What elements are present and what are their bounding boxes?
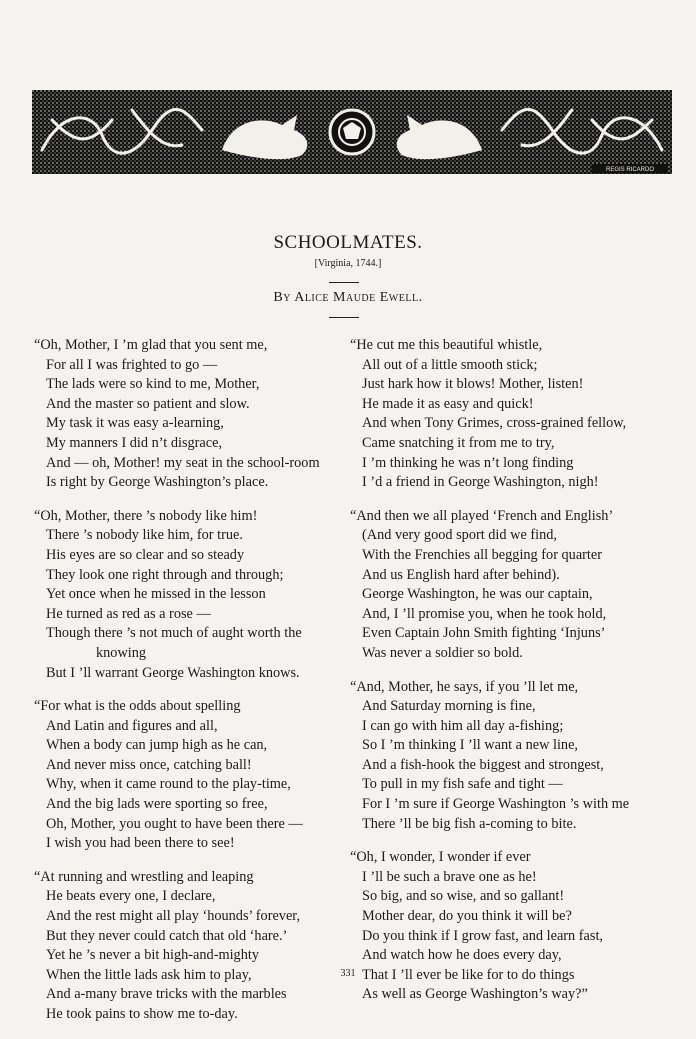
poem-line: Yet once when he missed in the lesson (46, 586, 266, 603)
poem-line: Mother dear, do you think it will be? (362, 908, 572, 925)
poem-line: I ’ll be such a brave one as he! (362, 868, 537, 885)
poem-line: And watch how he does every day, (362, 947, 562, 964)
poem-line: But I ’ll warrant George Washington knows. (46, 664, 300, 681)
illustrator-signature: REGIS RICARDO (605, 167, 655, 173)
poem-line: Do you think if I grow fast, and learn fast, (362, 927, 604, 944)
page-number: 331 (340, 968, 356, 979)
poem-line: And us English hard after behind). (362, 566, 560, 583)
poem-line: With the Frenchies all begging for quarter (362, 546, 603, 563)
poem-line: Why, when it came round to the play-time, (46, 776, 291, 793)
right-column (350, 336, 666, 1019)
poem-line: “And then we all played ‘French and English’ (350, 507, 614, 524)
poem-line: And, I ’ll promise you, when he took hold, (362, 605, 607, 622)
poem-line: When the little lads ask him to play, (46, 966, 252, 983)
poem-line: And Latin and figures and all, (46, 717, 218, 734)
poem-line: All out of a little smooth stick; (362, 356, 538, 373)
stanza (350, 848, 666, 1005)
poem-line: But they never could catch that old ‘hare.’ (46, 927, 288, 944)
poem-line: “For what is the odds about spelling (34, 698, 241, 715)
stanza (350, 678, 666, 835)
poem-line: George Washington, he was our captain, (362, 586, 593, 603)
poem-line: And never miss once, catching ball! (46, 756, 252, 773)
poem-line: I can go with him all day a-fishing; (362, 717, 564, 734)
poem-line: I ’d a friend in George Washington, nigh! (362, 474, 599, 491)
poem-line: Was never a soldier so bold. (362, 644, 523, 661)
poem-line: To pull in my fish safe and tight — (362, 776, 563, 793)
poem-line: And the rest might all play ‘hounds’ forever, (46, 908, 301, 925)
poem-line: “Oh, Mother, I ’m glad that you sent me, (34, 337, 268, 353)
poem-author: By Alice Maude Ewell. (273, 290, 423, 305)
poem-line: I ’m thinking he was n’t long finding (362, 454, 574, 471)
poem-line: He beats every one, I declare, (46, 888, 216, 905)
poem-subtitle: [Virginia, 1744.] (314, 258, 382, 269)
poem-line: For I ’m sure if George Washington ’s with me (362, 796, 630, 813)
poem-line: He took pains to show me to-day. (46, 1006, 238, 1022)
poem-line: (And very good sport did we find, (362, 527, 557, 544)
left-column (34, 336, 346, 1039)
poem-line: And a-many brave tricks with the marbles (46, 986, 287, 1003)
poem-line: knowing (96, 644, 147, 661)
poem-line: And the master so patient and slow. (46, 395, 250, 412)
title-divider (329, 282, 359, 283)
poem-line: My task it was easy a-learning, (46, 415, 224, 432)
poem-line: For all I was frighted to go — (46, 356, 218, 373)
poem-line: My manners I did n’t disgrace, (46, 434, 223, 451)
poem-line: So I ’m thinking I ’ll want a new line, (362, 737, 579, 754)
poem-line: Just hark how it blows! Mother, listen! (362, 376, 584, 393)
poem-line: And the big lads were sporting so free, (46, 796, 268, 813)
poem-line: Yet he ’s never a bit high-and-mighty (46, 947, 259, 964)
poem-line: The lads were so kind to me, Mother, (46, 376, 260, 393)
stanza (34, 868, 346, 1025)
poem-line: He made it as easy and quick! (362, 395, 534, 412)
poem-line: That I ’ll ever be like for to do things (362, 966, 575, 983)
poem-line: And Saturday morning is fine, (362, 698, 536, 715)
poem-line: “And, Mother, he says, if you ’ll let me, (350, 678, 579, 695)
decorative-banner (32, 90, 672, 174)
stanza (350, 507, 666, 664)
poem-line: Is right by George Washington’s place. (46, 474, 269, 491)
stanza (34, 697, 346, 854)
poem-line: Even Captain John Smith fighting ‘Injuns’ (362, 625, 606, 642)
poem-line: There ’s nobody like him, for true. (46, 527, 243, 544)
poem-line: “At running and wrestling and leaping (34, 868, 254, 885)
poem-line: “Oh, Mother, there ’s nobody like him! (34, 507, 258, 524)
stanza (350, 336, 666, 493)
poem-line: Oh, Mother, you ought to have been there — (46, 815, 303, 832)
poem-line: When a body can jump high as he can, (46, 737, 268, 754)
poem-line: I wish you had been there to see! (46, 835, 235, 852)
poem-line: And when Tony Grimes, cross-grained fellow, (362, 415, 627, 432)
poem-line: His eyes are so clear and so steady (46, 546, 245, 563)
poem-line: And — oh, Mother! my seat in the school-room (46, 454, 320, 471)
poem-line: So big, and so wise, and so gallant! (362, 888, 565, 905)
stanza (34, 336, 346, 493)
poem-line: Though there ’s not much of aught worth the (46, 625, 302, 642)
author-divider (329, 317, 359, 318)
poem-line: They look one right through and through; (46, 566, 284, 583)
poem-line: “He cut me this beautiful whistle, (350, 337, 543, 353)
poem-line: “Oh, I wonder, I wonder if ever (350, 849, 531, 866)
poem-line: There ’ll be big fish a-coming to bite. (362, 815, 577, 832)
poem-title: SCHOOLMATES. (273, 232, 423, 253)
poem-line: As well as George Washington’s way?” (362, 986, 588, 1003)
poem-line: And a fish-hook the biggest and strongest, (362, 756, 604, 773)
poem-line: He turned as red as a rose — (46, 605, 211, 622)
stanza (34, 507, 346, 683)
poem-line: Came snatching it from me to try, (362, 434, 555, 451)
